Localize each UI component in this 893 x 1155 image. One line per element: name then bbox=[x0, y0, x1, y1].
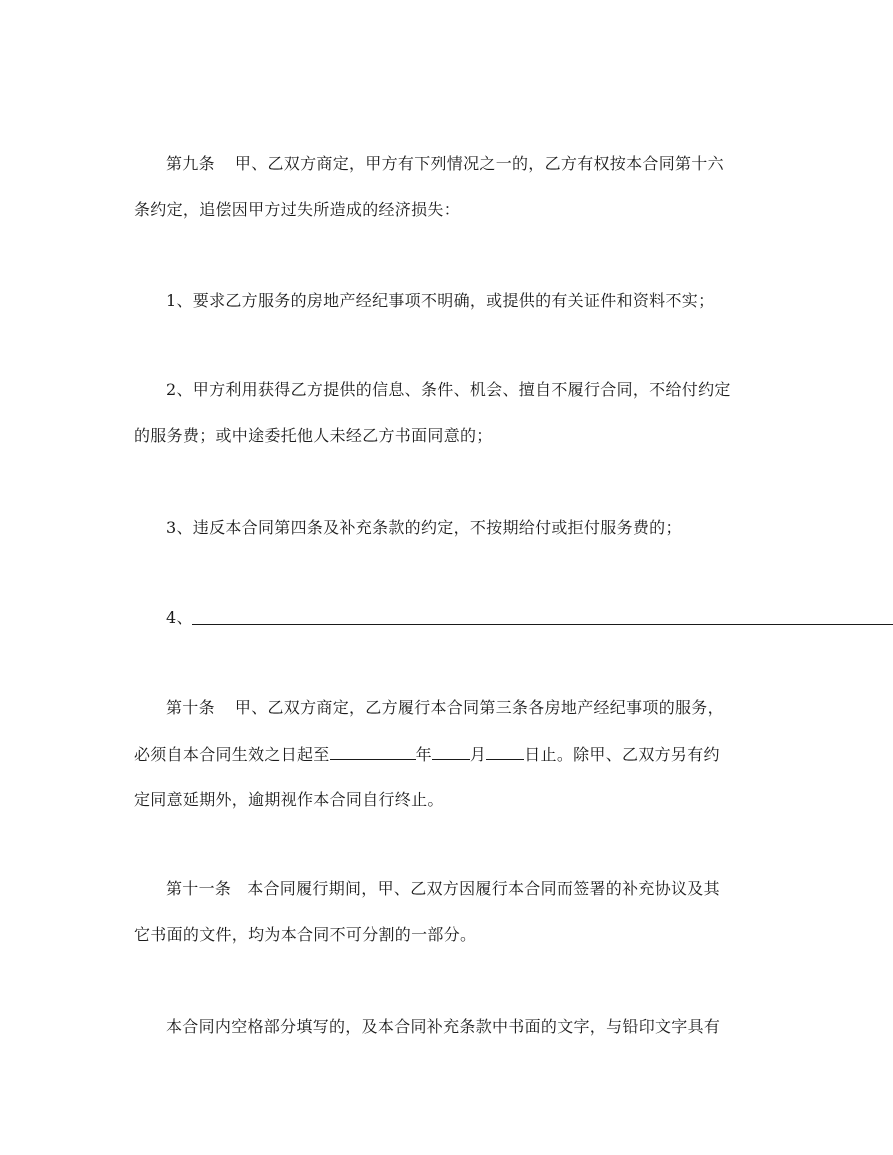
item-4-blank-line bbox=[192, 624, 893, 625]
article-11-text-1: 本合同履行期间，甲、乙双方因履行本合同而签署的补充协议及其 bbox=[247, 879, 720, 898]
article-10-text-2-prefix: 必须自本合同生效之日起至 bbox=[134, 745, 330, 764]
article-10-text-2-suffix: 日止。除甲、乙双方另有约 bbox=[524, 745, 720, 764]
year-blank bbox=[330, 743, 416, 760]
article-9-label: 第九条 bbox=[166, 154, 215, 173]
item-1: 1、要求乙方服务的房地产经纪事项不明确，或提供的有关证件和资料不实； bbox=[166, 291, 715, 310]
article-11-line-2: 它书面的文件，均为本合同不可分割的一部分。 bbox=[134, 925, 477, 944]
month-blank bbox=[432, 743, 470, 760]
article-10-label: 第十条 bbox=[166, 698, 215, 717]
month-label: 月 bbox=[469, 745, 487, 764]
article-10-line-1 bbox=[166, 697, 724, 719]
item-2-line-1: 2、甲方利用获得乙方提供的信息、条件、机会、擅自不履行合同，不给付约定 bbox=[166, 380, 731, 399]
article-11-label: 第十一条 bbox=[166, 879, 232, 898]
article-11-line-1 bbox=[166, 878, 720, 900]
item-3: 3、违反本合同第四条及补充条款的约定，不按期给付或拒付服务费的； bbox=[166, 518, 682, 537]
article-9-text-1: 甲、乙双方商定，甲方有下列情况之一的，乙方有权按本合同第十六 bbox=[234, 154, 724, 173]
article-9-line-2: 条约定，追偿因甲方过失所造成的经济损失： bbox=[134, 200, 461, 219]
closing-line-1: 本合同内空格部分填写的，及本合同补充条款中书面的文字，与铅印文字具有 bbox=[166, 1017, 721, 1036]
article-10-text-1: 甲、乙双方商定，乙方履行本合同第三条各房地产经纪事项的服务， bbox=[234, 698, 724, 717]
article-10-line-2 bbox=[134, 743, 720, 766]
article-10-line-3: 定同意延期外，逾期视作本合同自行终止。 bbox=[134, 790, 444, 809]
day-blank bbox=[486, 743, 524, 760]
item-4-label: 4、 bbox=[166, 608, 193, 627]
article-9-line-1 bbox=[166, 153, 724, 175]
year-label: 年 bbox=[415, 745, 432, 764]
item-2-line-2: 的服务费；或中途委托他人未经乙方书面同意的； bbox=[134, 426, 493, 445]
